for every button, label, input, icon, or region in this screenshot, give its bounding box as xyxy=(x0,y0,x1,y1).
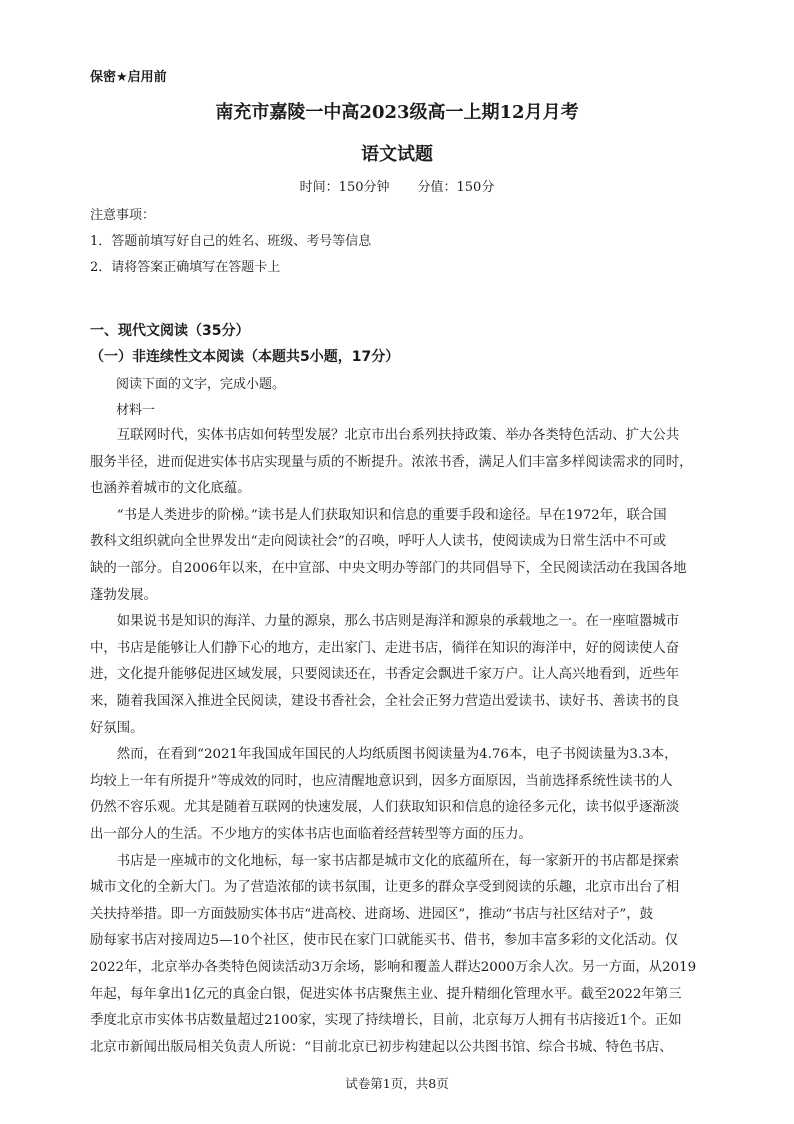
passage-line: 均较上一年有所提升”等成效的同时，也应清醒地意识到，因多方面原因，当前选择系统性读书的人 xyxy=(90,773,673,789)
passage-line: 仍然不容乐观。尤其是随着互联网的快速发展，人们获取知识和信息的途径多元化，读书似乎逐渐淡 xyxy=(90,800,680,816)
passage-line: 如果说书是知识的海洋、力量的源泉，那么书店则是海洋和源泉的承载地之一。在一座喧嚣城市 xyxy=(90,614,680,630)
note-item-2: 2．请将答案正确填写在答题卡上 xyxy=(90,260,281,275)
passage-line: 关扶持举措。即一方面鼓励实体书店“进高校、进商场、进园区”，推动“书店与社区结对子”，鼓 xyxy=(90,906,654,922)
passage-line: 北京市新闻出版局相关负责人所说：“目前北京已初步构建起以公共图书馆、综合书城、特色书店、 xyxy=(90,1039,673,1055)
exam-meta xyxy=(0,176,794,195)
exam-score: 分值：150分 xyxy=(417,180,495,195)
passage-line: 励每家书店对接周边5—10个社区，使市民在家门口就能买书、借书，参加丰富多彩的文化活动。仅 xyxy=(90,933,678,949)
exam-subject: 语文试题 xyxy=(361,144,433,165)
passage-line: 季度北京市实体书店数量超过2100家，实现了持续增长，目前，北京每万人拥有书店接近1个。正如 xyxy=(90,1013,682,1029)
passage-line: 来，随着我国深入推进全民阅读，建设书香社会，全社会正努力营造出爱读书、读好书、善读书的良 xyxy=(90,694,680,709)
section-title: 一、现代文阅读（35分） xyxy=(90,323,250,339)
passage-line: 年起，每年拿出1亿元的真金白银，促进实体书店聚焦主业、提升精细化管理水平。截至2022年第三 xyxy=(90,986,682,1002)
confidential-mark: 保密★启用前 xyxy=(90,70,167,85)
passage-line: 2022年，北京举办各类特色阅读活动3万余场，影响和覆盖人群达2000万余人次。另一方面，从2019 xyxy=(90,960,697,975)
page-footer: 试卷第1页，共8页 xyxy=(345,1076,449,1091)
material-label: 材料一 xyxy=(116,403,156,418)
reading-instruction: 阅读下面的文字，完成小题。 xyxy=(116,377,286,392)
passage-line: 蓬勃发展。 xyxy=(90,587,157,603)
exam-title: 南充市嘉陵一中高2023级高一上期12月月考 xyxy=(215,102,579,123)
passage-line: 中，书店是能够让人们静下心的地方，走出家门、走进书店，徜徉在知识的海洋中，好的阅读使人奋 xyxy=(90,640,680,656)
note-item-1: 1．答题前填写好自己的姓名、班级、考号等信息 xyxy=(90,234,372,249)
notes-heading: 注意事项： xyxy=(90,208,156,223)
passage-line: 出一部分人的生活。不少地方的实体书店也面临着经营转型等方面的压力。 xyxy=(90,827,532,842)
passage-line: “书是人类进步的阶梯。”读书是人们获取知识和信息的重要手段和途径。早在1972年，联合国 xyxy=(90,507,667,523)
passage-line: 好氛围。 xyxy=(90,720,144,736)
passage-line: 缺的一部分。自2006年以来，在中宣部、中央文明办等部门的共同倡导下，全民阅读活动在我国各地 xyxy=(90,561,687,576)
passage-line: 然而，在看到“2021年我国成年国民的人均纸质图书阅读量为4.76本，电子书阅读量为3.3本， xyxy=(90,747,678,763)
passage-line: 进，文化提升能够促进区域发展，只要阅读还在，书香定会飘进千家万户。让人高兴地看到，近些年 xyxy=(90,667,680,683)
exam-time: 时间：150分钟 xyxy=(299,180,390,195)
passage-line: 教科文组织就向全世界发出“走向阅读社会”的召唤，呼吁人人读书，使阅读成为日常生活中不可或 xyxy=(90,534,667,550)
passage-line: 互联网时代，实体书店如何转型发展？北京市出台系列扶持政策、举办各类特色活动、扩大公共 xyxy=(90,428,680,443)
subsection-title: （一）非连续性文本阅读（本题共5小题，17分） xyxy=(90,349,400,365)
passage-line: 城市文化的全新大门。为了营造浓郁的读书氛围，让更多的群众享受到阅读的乐趣，北京市出台了相 xyxy=(90,880,680,896)
passage-line: 服务半径，进而促进实体书店实现量与质的不断提升。浓浓书香，满足人们丰富多样阅读需求的同时， xyxy=(90,454,693,470)
passage-line: 书店是一座城市的文化地标，每一家书店都是城市文化的底蕴所在，每一家新开的书店都是探索 xyxy=(90,853,680,869)
passage-line: 也涵养着城市的文化底蕴。 xyxy=(90,481,251,497)
